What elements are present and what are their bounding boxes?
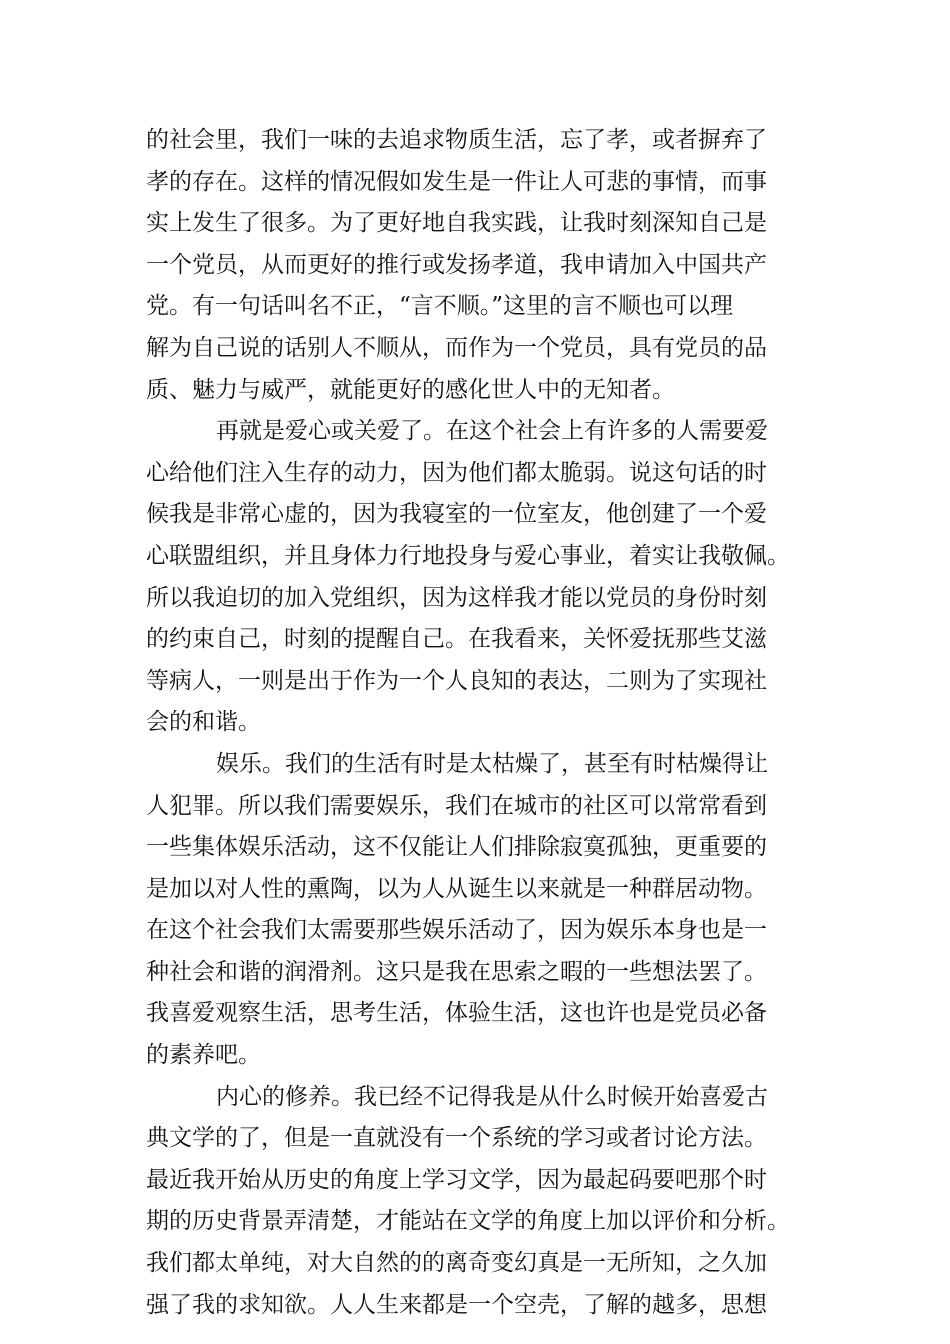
text-line: 等病人，一则是出于作为一个人良知的表达，二则为了实现社 (146, 667, 767, 694)
text-line: 内心的修养。我已经不记得我是从什么时候开始喜爱古 (216, 1083, 768, 1110)
text-line: 一些集体娱乐活动，这不仅能让人们排除寂寞孤独，更重要的 (146, 834, 767, 861)
paragraph (146, 744, 806, 1077)
text-line: 我们都太单纯，对大自然的的离奇变幻真是一无所知，之久加 (146, 1250, 767, 1277)
text-line: 一个党员，从而更好的推行或发扬孝道，我申请加入中国共产 (146, 251, 767, 278)
text-line: 的约束自己，时刻的提醒自己。在我看来，关怀爱抚那些艾滋 (146, 626, 767, 653)
text-line: 党。有一句话叫名不正，“言不顺。”这里的言不顺也可以理 (146, 293, 734, 320)
text-line: 是加以对人性的熏陶，以为人从诞生以来就是一种群居动物。 (146, 875, 767, 902)
text-line: 会的和谐。 (146, 709, 261, 736)
paragraph (146, 120, 806, 411)
text-line: 人犯罪。所以我们需要娱乐，我们在城市的社区可以常常看到 (146, 792, 767, 819)
text-line: 所以我迫切的加入党组织，因为这样我才能以党员的身份时刻 (146, 584, 767, 611)
text-line: 我喜爱观察生活，思考生活，体验生活，这也许也是党员必备 (146, 1000, 767, 1027)
text-line: 质、魅力与威严，就能更好的感化世人中的无知者。 (146, 376, 675, 403)
body-text (146, 120, 806, 1326)
text-line: 在这个社会我们太需要那些娱乐活动了，因为娱乐本身也是一 (146, 917, 767, 944)
text-line: 娱乐。我们的生活有时是太枯燥了，甚至有时枯燥得让 (216, 750, 768, 777)
text-line: 强了我的求知欲。人人生来都是一个空壳，了解的越多，思想 (146, 1291, 767, 1318)
text-line: 期的历史背景弄清楚，才能站在文学的角度上加以评价和分析。 (146, 1208, 790, 1235)
text-line: 种社会和谐的润滑剂。这只是我在思索之暇的一些想法罢了。 (146, 958, 767, 985)
paragraph (146, 411, 806, 744)
text-line: 典文学的了，但是一直就没有一个系统的学习或者讨论方法。 (146, 1125, 767, 1152)
text-line: 最近我开始从历史的角度上学习文学，因为最起码要吧那个时 (146, 1166, 767, 1193)
text-line: 心联盟组织，并且身体力行地投身与爱心事业，着实让我敬佩。 (146, 542, 790, 569)
text-line: 的社会里，我们一味的去追求物质生活，忘了孝，或者摒弃了 (146, 127, 767, 153)
text-line: 心给他们注入生存的动力，因为他们都太脆弱。说这句话的时 (146, 459, 767, 486)
text-line: 的素养吧。 (146, 1042, 261, 1069)
text-line: 解为自己说的话别人不顺从，而作为一个党员，具有党员的品 (146, 334, 767, 361)
text-line: 候我是非常心虚的，因为我寝室的一位室友，他创建了一个爱 (146, 501, 767, 528)
text-line: 再就是爱心或关爱了。在这个社会上有许多的人需要爱 (216, 418, 768, 445)
text-line: 孝的存在。这样的情况假如发生是一件让人可悲的事情，而事 (146, 168, 767, 195)
paragraph (146, 1077, 806, 1327)
text-line: 实上发生了很多。为了更好地自我实践，让我时刻深知自己是 (146, 210, 767, 237)
